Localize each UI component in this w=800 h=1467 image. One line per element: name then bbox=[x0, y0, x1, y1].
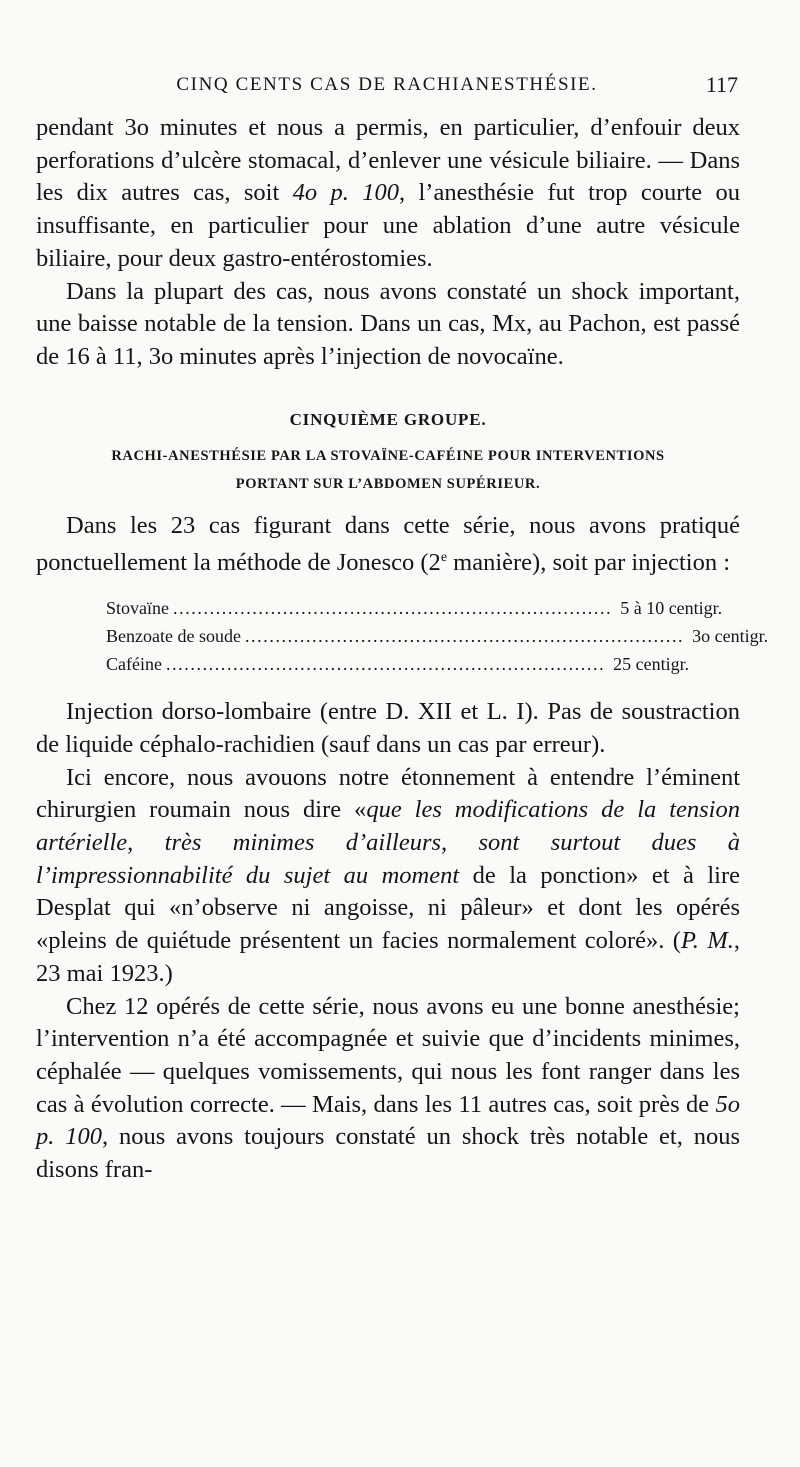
section-subheading-line-2: PORTANT SUR L’ABDOMEN SUPÉRIEUR. bbox=[235, 475, 541, 492]
paragraph-6 bbox=[36, 991, 740, 1187]
formula-ingredient: Benzoate de soude bbox=[106, 626, 241, 647]
formula-ingredient: Caféine bbox=[106, 654, 162, 675]
running-title: CINQ CENTS CAS DE RACHIANESTHÉSIE. bbox=[176, 74, 598, 95]
formula-dose: 25 centigr. bbox=[613, 654, 690, 675]
paragraph-2: Dans la plupart des cas, nous avons constaté un shock important, une baisse notable de la tension. Dans un cas, Mx, au Pachon, est passé de 16 à 11, 3o minutes après l’injection de novocaïne. bbox=[36, 277, 740, 370]
paragraph-4: Injection dorso-lombaire (entre D. XII et L. I). Pas de soustraction de liquide céphalo-rachidien (sauf dans un cas par erreur). bbox=[36, 698, 740, 758]
formula-table bbox=[106, 594, 769, 678]
paragraph-5 bbox=[36, 762, 740, 991]
paragraph-3-superscript: e bbox=[440, 550, 448, 566]
formula-row bbox=[106, 622, 769, 650]
paragraph-1-percent: 4o p. 100 bbox=[292, 179, 400, 207]
paragraph-5-quote: que les modifications de la tension artérielle, très minimes d’ailleurs, sont surtout dues à l’impressionnabilité du sujet au moment bbox=[36, 796, 740, 889]
section-subheading bbox=[36, 442, 740, 498]
leader-dots: ........................................................................ bbox=[244, 626, 685, 647]
paragraph-5-continuation: de la ponction» et à lire Desplat qui «n’observe ni angoisse, ni pâleur» et dont les opérés «pleins de quiétude présentent un facies normalement coloré». ( bbox=[36, 861, 740, 955]
formula-dose: 5 à 10 centigr. bbox=[620, 598, 723, 619]
paragraph-5-text: Ici encore, nous avouons notre étonnement à entendre l’éminent chirurgien roumain nous dire « bbox=[36, 763, 740, 824]
section-subheading-line-1: RACHI-ANESTHÉSIE PAR LA STOVAÏNE-CAFÉINE POUR INTERVENTIONS bbox=[111, 447, 665, 464]
formula-dose: 3o centigr. bbox=[692, 626, 769, 647]
paragraph-3-text: Dans les 23 cas figurant dans cette série, nous avons pratiqué ponctuellement la méthode de Jonesco (2 bbox=[36, 511, 740, 577]
paragraph-1-end: , l’anesthésie fut trop courte ou insuffisante, en particulier pour une ablation d’une autre vésicule biliaire, pour deux gastro-entérostomies. bbox=[36, 179, 741, 272]
running-header bbox=[36, 70, 738, 100]
paragraph-6-percent: 5o p. 100 bbox=[36, 1090, 740, 1151]
paragraph-6-text: Chez 12 opérés de cette série, nous avons eu une bonne anesthésie; l’intervention n’a été accompagnée et suivie que d’incidents minimes, céphalée — quelques vomissements, qui nous les font ranger dans les cas à évolution correcte. — Mais, dans les 11 autres cas, soit près de bbox=[36, 992, 740, 1118]
formula-row bbox=[106, 650, 690, 678]
paragraph-1 bbox=[36, 112, 740, 276]
section-heading: CINQUIÈME GROUPE. bbox=[289, 409, 487, 429]
paragraph-5-reference: P. M. bbox=[680, 927, 734, 955]
formula-ingredient: Stovaïne bbox=[106, 598, 169, 619]
paragraph-3 bbox=[36, 510, 740, 581]
paragraph-1-text: pendant 3o minutes et nous a permis, en particulier, d’enfouir deux perforations d’ulcère stomacal, d’enlever une vésicule biliaire. — Dans les dix autres cas, soit bbox=[36, 114, 740, 207]
paragraph-6-end: , nous avons toujours constaté un shock très notable et, nous disons fran- bbox=[36, 1123, 741, 1184]
page-number: 117 bbox=[705, 72, 738, 97]
formula-row bbox=[106, 594, 723, 622]
paragraph-5-date: , 23 mai 1923.) bbox=[36, 927, 741, 987]
page-body bbox=[36, 112, 769, 1187]
leader-dots: ........................................................................ bbox=[165, 654, 606, 675]
leader-dots: ........................................................................ bbox=[173, 598, 613, 619]
paragraph-3-end: manière), soit par injection : bbox=[447, 549, 731, 577]
